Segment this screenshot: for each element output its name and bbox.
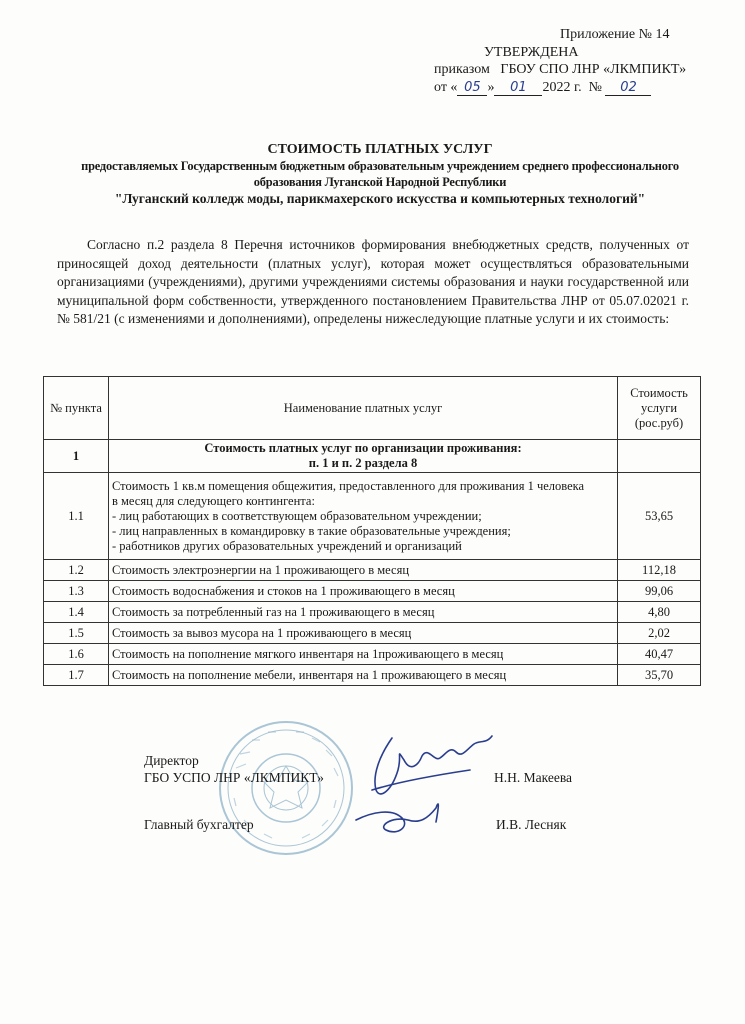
table-row [44, 623, 701, 644]
section-title-line-2: п. 1 и п. 2 раздела 8 [308, 456, 418, 470]
date-from: от « [434, 80, 458, 95]
services-table [43, 376, 701, 686]
order-prefix: приказом [434, 62, 490, 77]
header-cost: Стоимость услуги (рос.руб) [618, 377, 701, 440]
row-description [109, 473, 618, 560]
table-row [44, 473, 701, 560]
row-desc-line: в месяц для следующего контингента: [112, 493, 315, 508]
table-row [44, 581, 701, 602]
row-num: 1.1 [44, 473, 109, 560]
director-name: Н.Н. Макеева [494, 770, 573, 785]
table-row [44, 602, 701, 623]
row-cost: 53,65 [618, 473, 701, 560]
row-name: Стоимость за вывоз мусора на 1 проживающего в месяц [109, 623, 618, 644]
approved-label: УТВЕРЖДЕНА [484, 45, 579, 60]
header-name: Наименование платных услуг [109, 377, 618, 440]
row-desc-line: - лиц работающих в соответствующем образовательном учреждении; [112, 508, 482, 523]
section-title [109, 440, 618, 473]
section-row [44, 440, 701, 473]
document-title: СТОИМОСТЬ ПЛАТНЫХ УСЛУГ [267, 142, 493, 157]
row-cost: 99,06 [618, 581, 701, 602]
table-row [44, 560, 701, 581]
subtitle-line-2: образования Луганской Народной Республики [253, 175, 507, 189]
section-title-line-1: Стоимость платных услуг по организации проживания: [204, 441, 522, 455]
appendix-label: Приложение № 14 [560, 27, 670, 42]
header-num: № пункта [44, 377, 109, 440]
row-name: Стоимость за потребленный газ на 1 проживающего в месяц [109, 602, 618, 623]
section-num: 1 [44, 440, 109, 473]
table-header-row [44, 377, 701, 440]
date-year: 2022 г. [542, 80, 582, 95]
order-line [434, 62, 686, 78]
date-day: 05 [457, 80, 487, 96]
date-month: 01 [494, 80, 542, 96]
director-org: ГБО УСПО ЛНР «ЛКМПИКТ» [144, 770, 324, 785]
row-num: 1.5 [44, 623, 109, 644]
title-block [70, 142, 690, 208]
row-desc-line: - лиц направленных в командировку в такие образовательные учреждения; [112, 523, 511, 538]
table-row [44, 665, 701, 686]
college-name: "Луганский колледж моды, парикмахерского искусства и компьютерных технологий" [114, 191, 646, 206]
director-title: Директор [144, 753, 199, 768]
row-cost: 4,80 [618, 602, 701, 623]
section-cost-empty [618, 440, 701, 473]
row-name: Стоимость водоснабжения и стоков на 1 проживающего в месяц [109, 581, 618, 602]
row-desc-line: Стоимость 1 кв.м помещения общежития, предоставленного для проживания 1 человека [112, 478, 585, 493]
number-sign: № [588, 80, 602, 95]
table-row [44, 644, 701, 665]
row-cost: 112,18 [618, 560, 701, 581]
row-name: Стоимость электроэнергии на 1 проживающего в месяц [109, 560, 618, 581]
chief-accountant-title: Главный бухгалтер [144, 817, 254, 832]
row-name: Стоимость на пополнение мягкого инвентаря на 1проживающего в месяц [109, 644, 618, 665]
official-seal-icon [216, 718, 356, 858]
row-num: 1.4 [44, 602, 109, 623]
row-cost: 35,70 [618, 665, 701, 686]
intro-paragraph: Согласно п.2 раздела 8 Перечня источников формирования внебюджетных средств, полученных от приносящей доход деятельности (платных услуг), которая может осуществляться образовательными организациями (учреждениями), другими учреждениями системы образования и науки государственной или муниципальной форм собственности, утвержденного постановлением Правительства ЛНР от 05.07.02021 г. № 581/21 (с изменениями и дополнениями), определены нижеследующие платные услуги и их стоимость: [57, 237, 689, 326]
row-num: 1.7 [44, 665, 109, 686]
row-num: 1.6 [44, 644, 109, 665]
subtitle-line-1: предоставляемых Государственным бюджетным образовательным учреждением среднего профессионального [81, 159, 679, 173]
row-name: Стоимость на пополнение мебели, инвентаря на 1 проживающего в месяц [109, 665, 618, 686]
date-close-quote: » [487, 80, 495, 95]
order-org: ГБОУ СПО ЛНР «ЛКМПИКТ» [500, 62, 687, 77]
row-cost: 40,47 [618, 644, 701, 665]
row-num: 1.3 [44, 581, 109, 602]
order-number: 02 [605, 80, 651, 96]
row-cost: 2,02 [618, 623, 701, 644]
row-num: 1.2 [44, 560, 109, 581]
order-date-line [434, 80, 651, 96]
chief-accountant-name: И.В. Лесняк [496, 817, 567, 832]
row-desc-line: - работников других образовательных учреждений и организаций [112, 538, 462, 553]
director-block [144, 752, 324, 786]
